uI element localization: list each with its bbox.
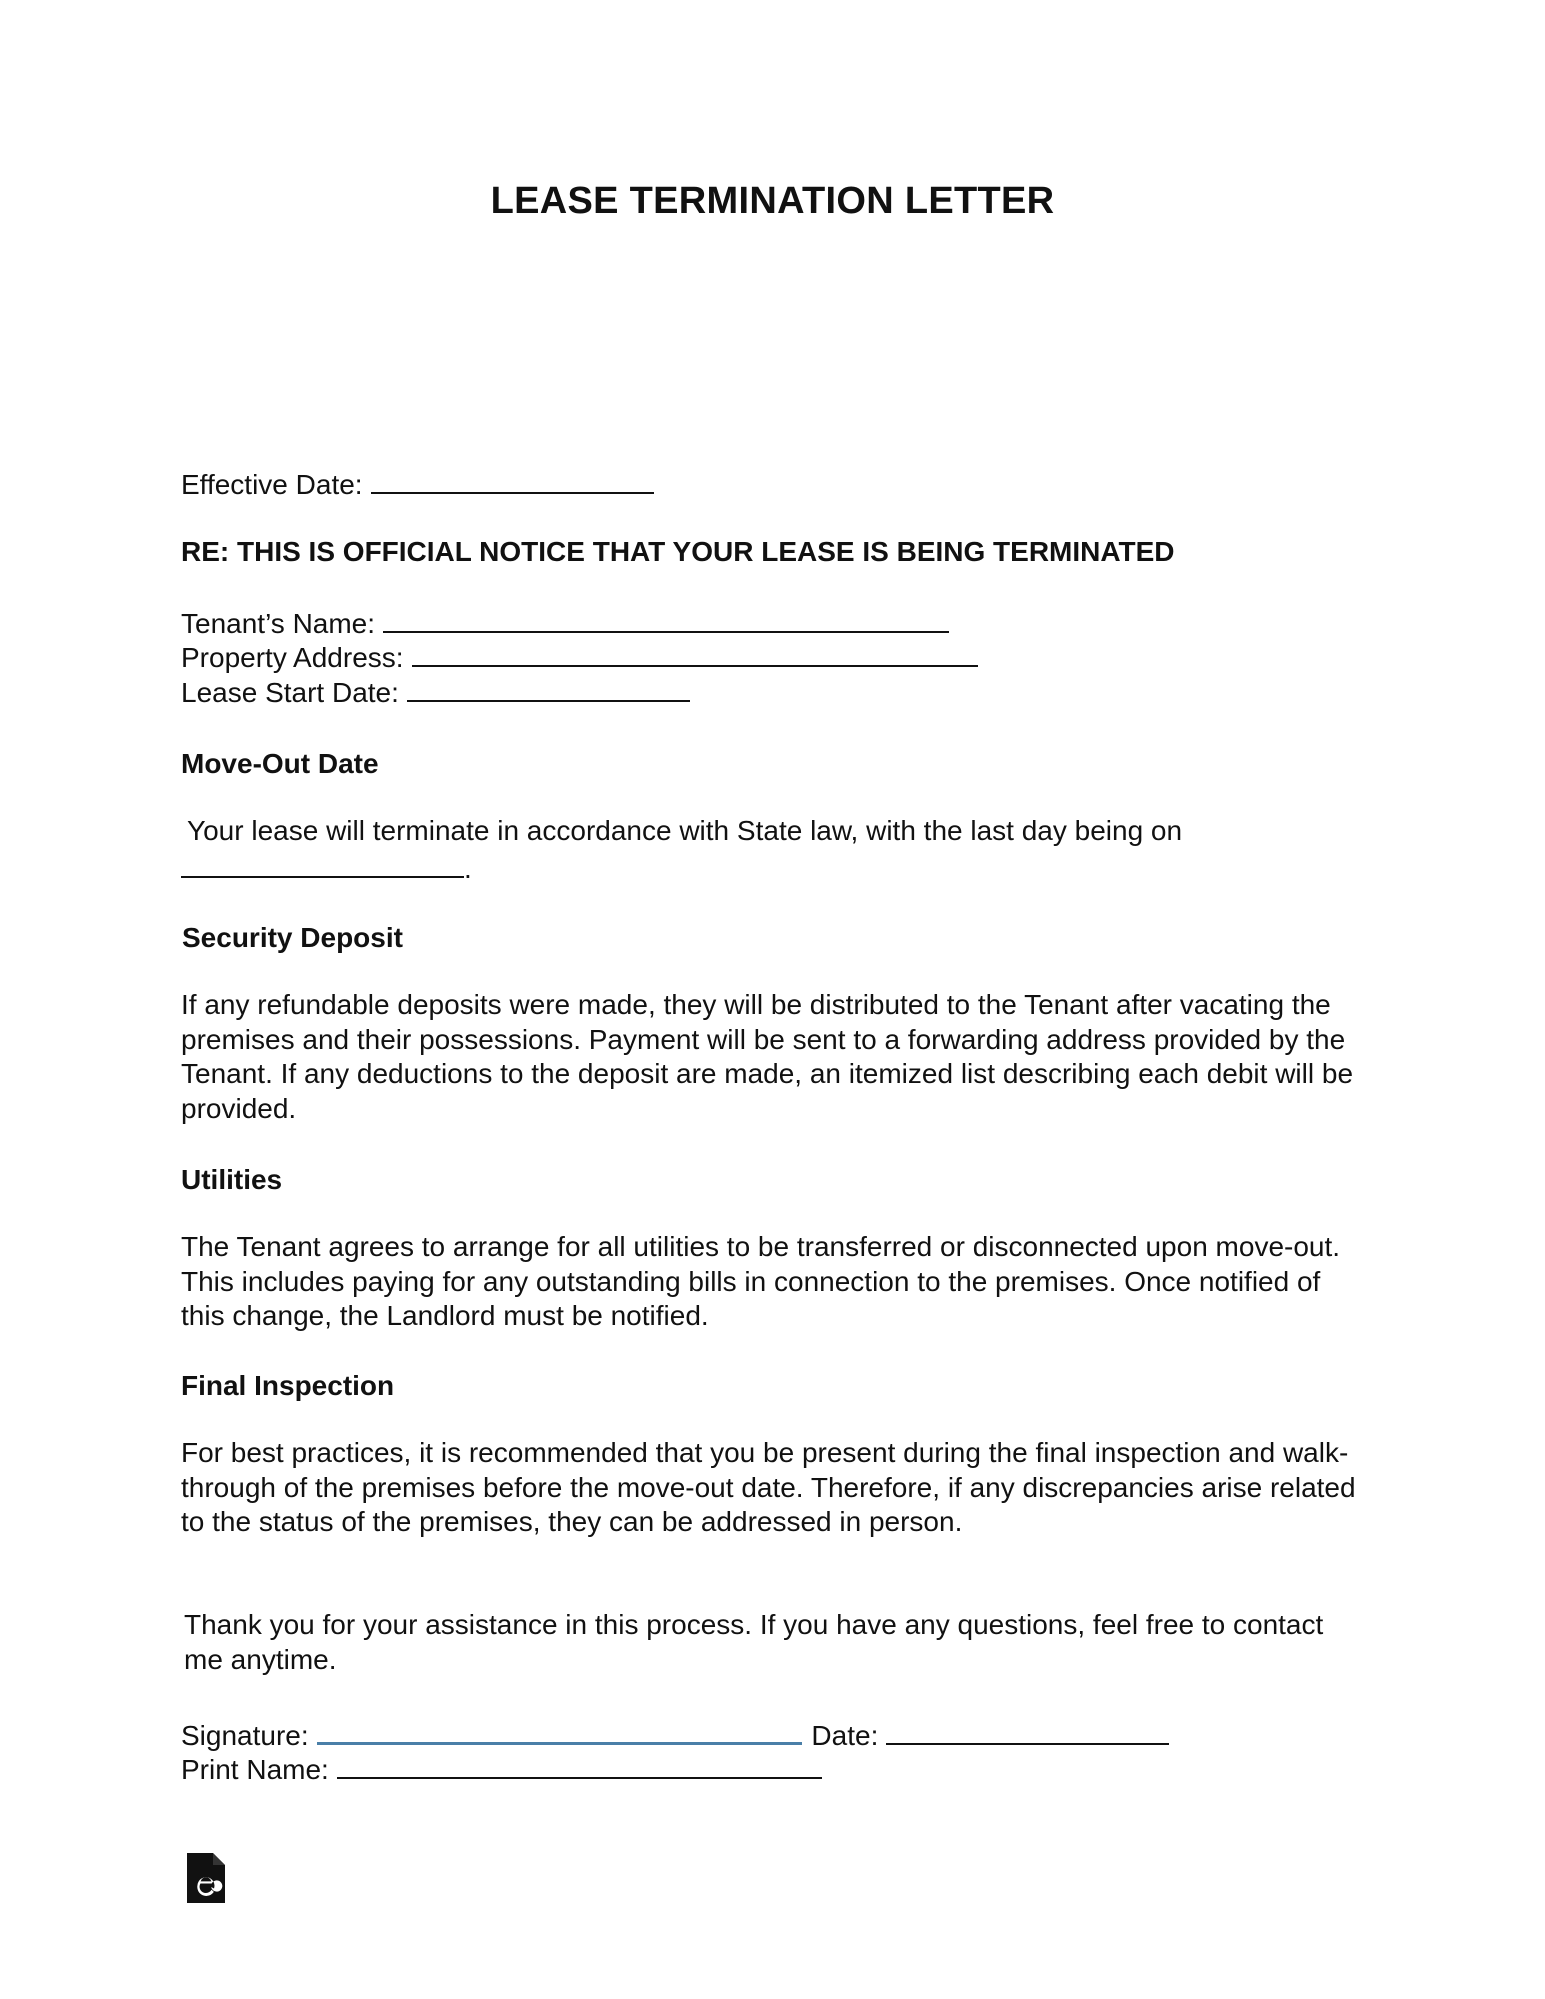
security-deposit-body: If any refundable deposits were made, they will be distributed to the Tenant after vacating the premises and their possessions. Payment will be sent to a forwarding address provided by the Tenant. If any deductions to the deposit are made, an itemized list describing each debit will be provided. [181, 989, 1354, 1124]
document-title: LEASE TERMINATION LETTER [490, 180, 1055, 222]
move-out-period: . [464, 853, 472, 884]
date-field[interactable] [886, 1717, 1169, 1745]
lease-start-date-field[interactable] [407, 674, 690, 702]
effective-date-line [181, 466, 654, 502]
signature-field[interactable] [317, 1716, 802, 1745]
eforms-logo-icon [187, 1853, 225, 1903]
final-inspection-body: For best practices, it is recommended that you be present during the final inspection and walk-through of the premises before the move-out date. Therefore, if any discrepancies arise related to the status of the premises, they can be addressed in person. [181, 1437, 1356, 1537]
utilities-heading: Utilities [181, 1164, 283, 1195]
move-out-date-field[interactable] [181, 850, 464, 878]
move-out-heading: Move-Out Date [181, 748, 379, 779]
property-address-line [181, 639, 978, 675]
utilities-body: The Tenant agrees to arrange for all utilities to be transferred or disconnected upon move-out. This includes paying for any outstanding bills in connection to the premises. Once notified of this change, the Landlord must be notified. [181, 1231, 1341, 1331]
tenant-name-label: Tenant’s Name: [181, 608, 376, 639]
effective-date-field[interactable] [371, 466, 654, 494]
signature-line [181, 1716, 1169, 1753]
closing-paragraph: Thank you for your assistance in this process. If you have any questions, feel free to contact me anytime. [184, 1609, 1324, 1675]
lease-start-date-line [181, 674, 690, 710]
signature-label: Signature: [181, 1720, 309, 1751]
print-name-field[interactable] [337, 1751, 822, 1779]
tenant-name-field[interactable] [383, 605, 949, 633]
tenant-name-line [181, 605, 949, 641]
move-out-body: Your lease will terminate in accordance with State law, with the last day being on [187, 815, 1183, 846]
property-address-field[interactable] [412, 639, 978, 667]
move-out-date-line [181, 850, 472, 886]
lease-start-date-label: Lease Start Date: [181, 677, 399, 708]
security-deposit-heading: Security Deposit [182, 922, 403, 953]
final-inspection-heading: Final Inspection [181, 1370, 395, 1401]
print-name-label: Print Name: [181, 1754, 329, 1785]
property-address-label: Property Address: [181, 642, 404, 673]
date-label: Date: [811, 1720, 879, 1751]
print-name-line [181, 1751, 822, 1787]
effective-date-label: Effective Date: [181, 469, 363, 500]
re-line: RE: THIS IS OFFICIAL NOTICE THAT YOUR LEASE IS BEING TERMINATED [181, 536, 1175, 567]
